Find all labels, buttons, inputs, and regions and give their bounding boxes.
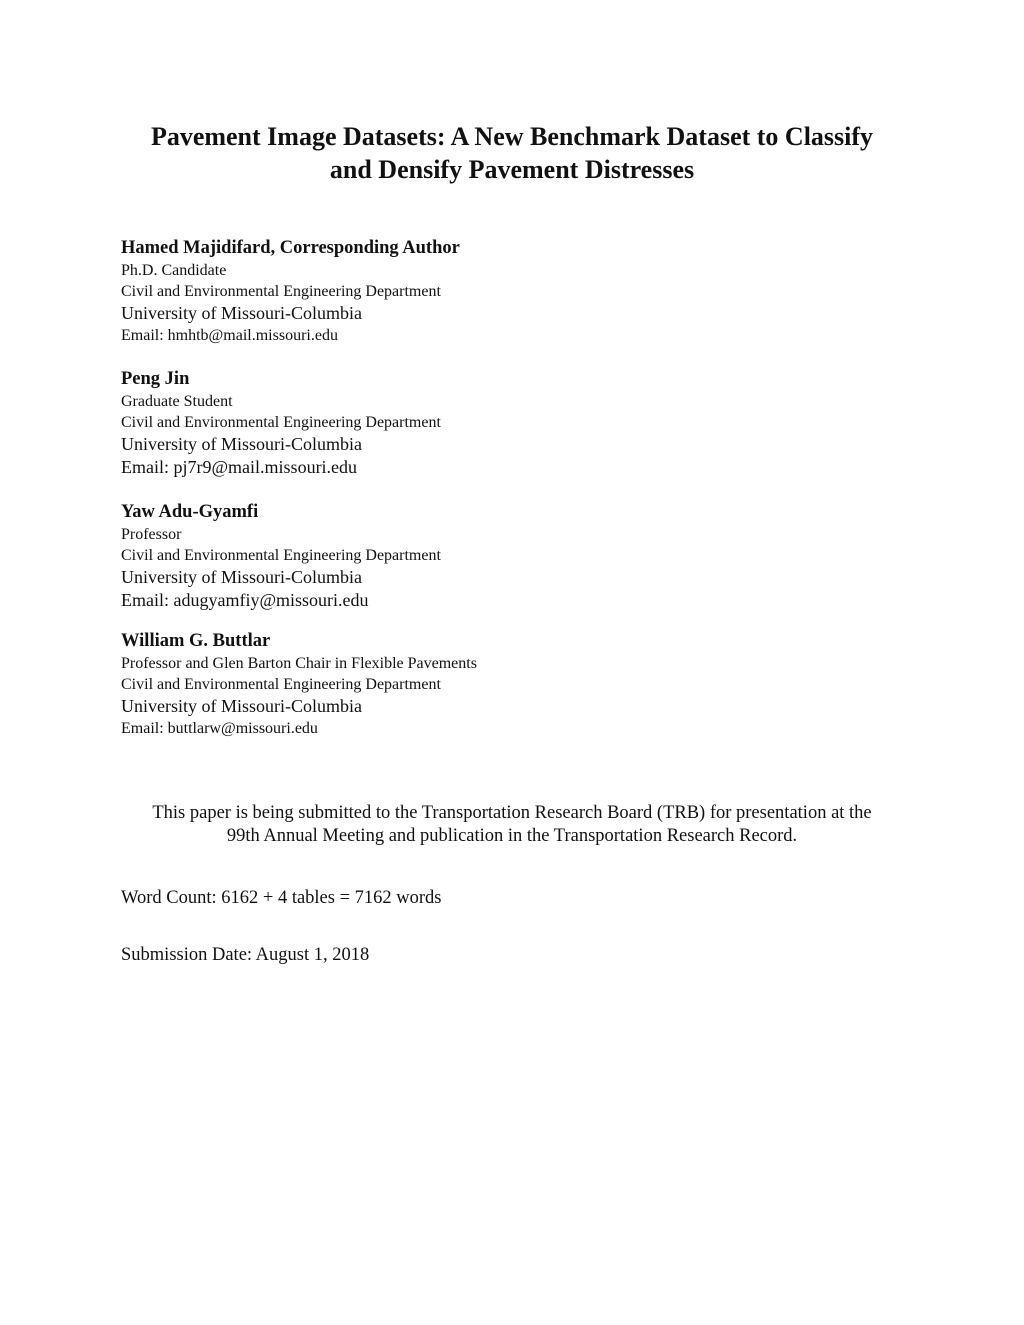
submission-note-line-1: This paper is being submitted to the Transportation Research Board (TRB) for presentation at the [152, 803, 872, 823]
paper-title [0, 120, 1024, 186]
author-university: University of Missouri-Columbia [121, 303, 362, 323]
author-name: Yaw Adu-Gyamfi [121, 502, 259, 522]
author-name: Peng Jin [121, 369, 190, 389]
author-position: Professor and Glen Barton Chair in Flexible Pavements [121, 655, 477, 672]
author-block [121, 630, 921, 739]
author-name: William G. Buttlar [121, 631, 271, 651]
author-email: Email: hmhtb@mail.missouri.edu [121, 327, 338, 344]
author-university: University of Missouri-Columbia [121, 567, 362, 587]
author-block [121, 237, 921, 346]
author-email: Email: buttlarw@missouri.edu [121, 720, 318, 737]
author-position: Ph.D. Candidate [121, 262, 227, 279]
author-position: Graduate Student [121, 393, 233, 410]
author-email: Email: adugyamfiy@missouri.edu [121, 590, 369, 610]
author-block [121, 501, 921, 612]
submission-note-line-2: 99th Annual Meeting and publication in the Transportation Research Record. [226, 826, 798, 846]
author-block [121, 368, 921, 479]
author-department: Civil and Environmental Engineering Department [121, 283, 441, 300]
author-department: Civil and Environmental Engineering Department [121, 547, 441, 564]
word-count: Word Count: 6162 + 4 tables = 7162 words [121, 888, 442, 908]
author-university: University of Missouri-Columbia [121, 696, 362, 716]
paper-title-line-1: Pavement Image Datasets: A New Benchmark Dataset to Classify [150, 122, 874, 151]
author-email: Email: pj7r9@mail.missouri.edu [121, 457, 358, 477]
submission-note [0, 802, 1024, 848]
author-name: Hamed Majidifard, Corresponding Author [121, 238, 460, 258]
submission-date: Submission Date: August 1, 2018 [121, 945, 370, 965]
author-department: Civil and Environmental Engineering Department [121, 414, 441, 431]
author-position: Professor [121, 526, 182, 543]
author-department: Civil and Environmental Engineering Department [121, 676, 441, 693]
author-university: University of Missouri-Columbia [121, 434, 362, 454]
paper-title-line-2: and Densify Pavement Distresses [329, 155, 695, 184]
